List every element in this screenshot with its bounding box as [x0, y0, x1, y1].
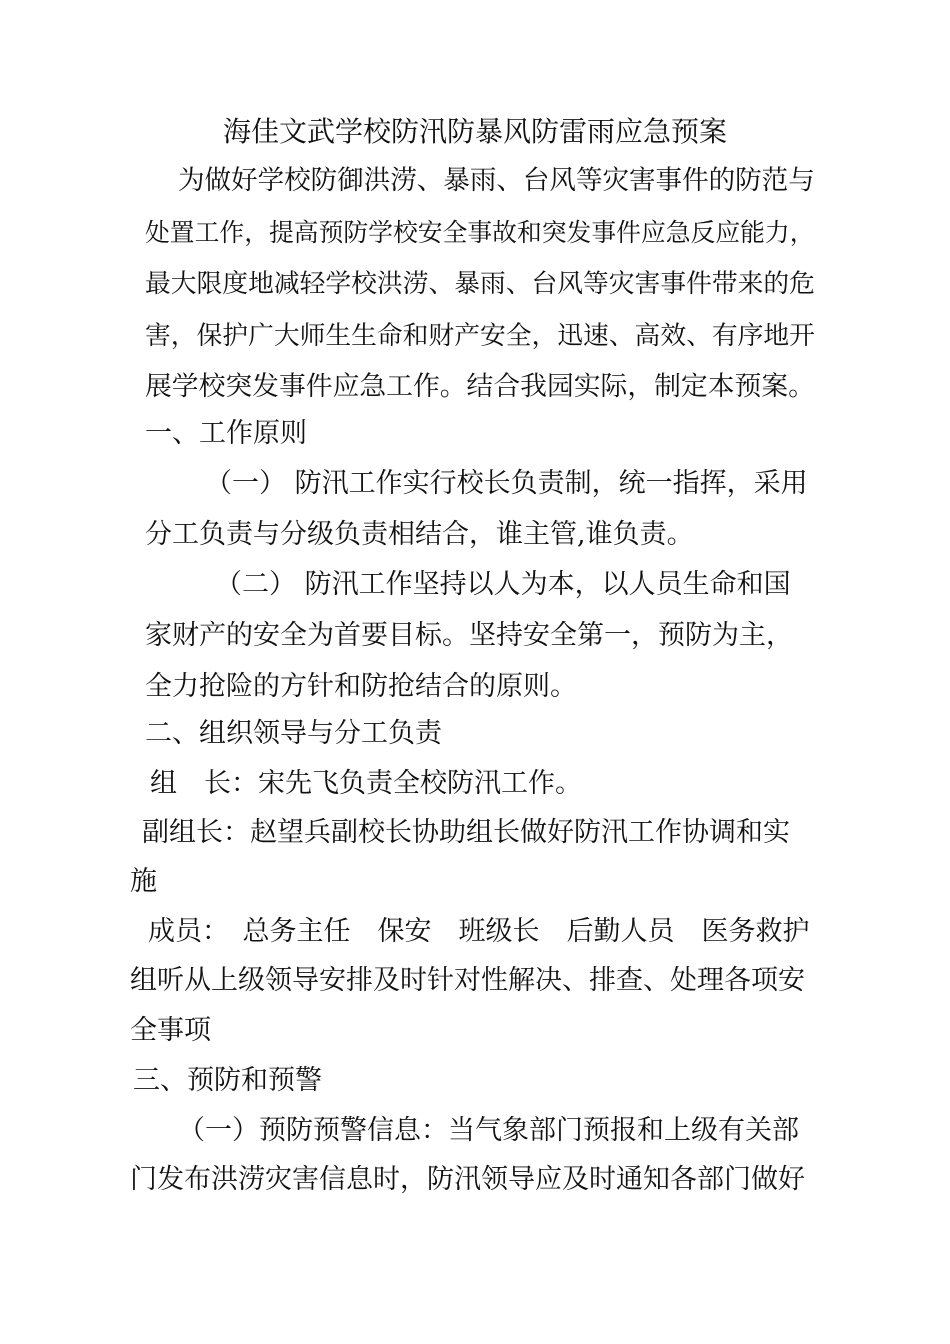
paragraph-line: 分工负责与分级负责相结合，谁主管,谁负责。 — [145, 519, 694, 550]
section-heading: 二、组织领导与分工负责 — [145, 718, 442, 749]
section-heading: 三、预防和预警 — [133, 1065, 322, 1096]
document-title: 海佳文武学校防汛防暴风防雷雨应急预案 — [222, 115, 727, 148]
paragraph-line: （一）预防预警信息：当气象部门预报和上级有关部 — [178, 1115, 799, 1146]
paragraph-line: 门发布洪涝灾害信息时，防汛领导应及时通知各部门做好 — [130, 1164, 805, 1195]
paragraph-line: 最大限度地减轻学校洪涝、暴雨、台风等灾害事件带来的危 — [145, 269, 815, 299]
paragraph-line: 成员： 总务主任 保安 班级长 后勤人员 医务救护 — [148, 916, 810, 947]
paragraph-line: 为做好学校防御洪涝、暴雨、台风等灾害事件的防范与 — [178, 165, 815, 196]
paragraph-line: 害，保护广大师生生命和财产安全，迅速、高效、有序地开 — [145, 321, 815, 351]
paragraph-line: 处置工作，提高预防学校安全事故和突发事件应急反应能力， — [145, 218, 815, 247]
paragraph-line: （二） 防汛工作坚持以人为本，以人员生命和国 — [215, 569, 791, 600]
paragraph-line: 全事项 — [130, 1015, 211, 1046]
paragraph-line: 全力抢险的方针和防抢结合的原则。 — [145, 671, 577, 702]
paragraph-line: 组 长：宋先飞负责全校防汛工作。 — [150, 768, 582, 799]
paragraph-line: 施 — [130, 866, 157, 897]
paragraph-line: 展学校突发事件应急工作。结合我园实际，制定本预案。 — [145, 371, 815, 402]
paragraph-line: 家财产的安全为首要目标。坚持安全第一，预防为主， — [145, 620, 793, 651]
paragraph-line: 组听从上级领导安排及时针对性解决、排查、处理各项安 — [130, 965, 805, 996]
paragraph-line: （一） 防汛工作实行校长负责制，统一指挥，采用 — [205, 468, 808, 499]
paragraph-line: 副组长：赵望兵副校长协助组长做好防汛工作协调和实 — [142, 817, 790, 848]
section-heading: 一、工作原则 — [145, 418, 307, 449]
